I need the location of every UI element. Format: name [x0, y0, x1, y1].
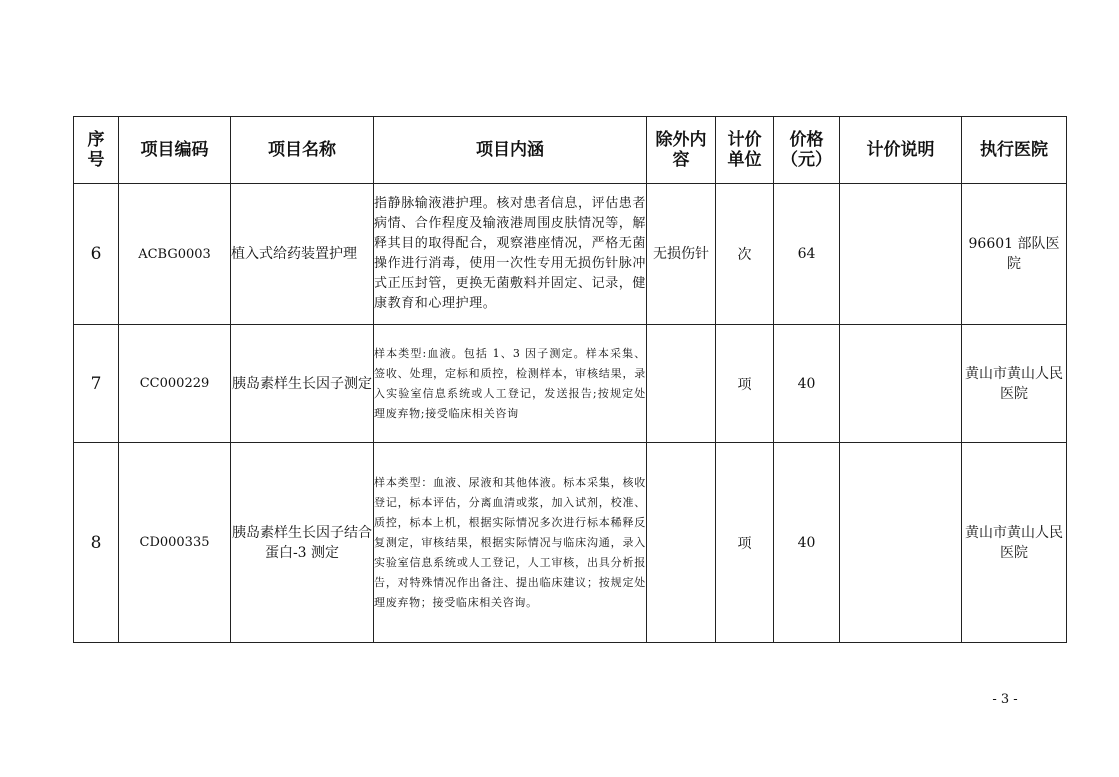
cell-content: 样本类型：血液、尿液和其他体液。标本采集，核收登记，标本评估，分离血清或浆，加入试剂，校准、质控，标本上机，根据实际情况多次进行标本稀释反复测定，审核结果，根据实际情况与临床沟通，录入实验室信息系统或人工登记，人工审核，出具分析报告，对特殊情况作出备注、提出临床建议；按规定处理废弃物；接受临床相关咨询。 — [374, 443, 647, 643]
page-number: - 3 - — [992, 692, 1018, 707]
header-seq: 序号 — [74, 117, 119, 184]
cell-price: 40 — [774, 443, 840, 643]
cell-note — [840, 184, 962, 325]
header-row — [74, 117, 1067, 184]
cell-seq: 8 — [74, 443, 119, 643]
cell-hospital: 96601 部队医院 — [962, 184, 1067, 325]
cell-unit: 项 — [716, 325, 774, 443]
table-row — [74, 184, 1067, 325]
cell-unit: 项 — [716, 443, 774, 643]
cell-seq: 6 — [74, 184, 119, 325]
cell-note — [840, 325, 962, 443]
cell-unit: 次 — [716, 184, 774, 325]
cell-content: 样本类型:血液。包括 1、3 因子测定。样本采集、签收、处理，定标和质控，检测样本，审核结果，录入实验室信息系统或人工登记，发送报告;按规定处理废弃物;接受临床相关咨询 — [374, 325, 647, 443]
header-price: 价格（元） — [774, 117, 840, 184]
header-excluded: 除外内容 — [647, 117, 716, 184]
cell-content: 指静脉输液港护理。核对患者信息，评估患者病情、合作程度及输液港周围皮肤情况等，解释其目的取得配合，观察港座情况，严格无菌操作进行消毒，使用一次性专用无损伤针脉冲式正压封管，更换无菌敷料并固定、记录，健康教育和心理护理。 — [374, 184, 647, 325]
header-name: 项目名称 — [231, 117, 374, 184]
cell-seq: 7 — [74, 325, 119, 443]
cell-code: CC000229 — [119, 325, 231, 443]
table-row — [74, 443, 1067, 643]
cell-code: CD000335 — [119, 443, 231, 643]
cell-excluded — [647, 443, 716, 643]
cell-note — [840, 443, 962, 643]
cell-name: 胰岛素样生长因子结合蛋白-3 测定 — [231, 443, 374, 643]
header-hospital: 执行医院 — [962, 117, 1067, 184]
header-note: 计价说明 — [840, 117, 962, 184]
cell-name: 胰岛素样生长因子测定 — [231, 325, 374, 443]
header-unit: 计价单位 — [716, 117, 774, 184]
cell-price: 64 — [774, 184, 840, 325]
pricing-table — [73, 116, 1067, 643]
cell-code: ACBG0003 — [119, 184, 231, 325]
cell-excluded — [647, 325, 716, 443]
cell-name: 植入式给药装置护理 — [231, 184, 374, 325]
header-code: 项目编码 — [119, 117, 231, 184]
cell-price: 40 — [774, 325, 840, 443]
table-row — [74, 325, 1067, 443]
header-content: 项目内涵 — [374, 117, 647, 184]
cell-hospital: 黄山市黄山人民医院 — [962, 443, 1067, 643]
cell-excluded: 无损伤针 — [647, 184, 716, 325]
cell-hospital: 黄山市黄山人民医院 — [962, 325, 1067, 443]
